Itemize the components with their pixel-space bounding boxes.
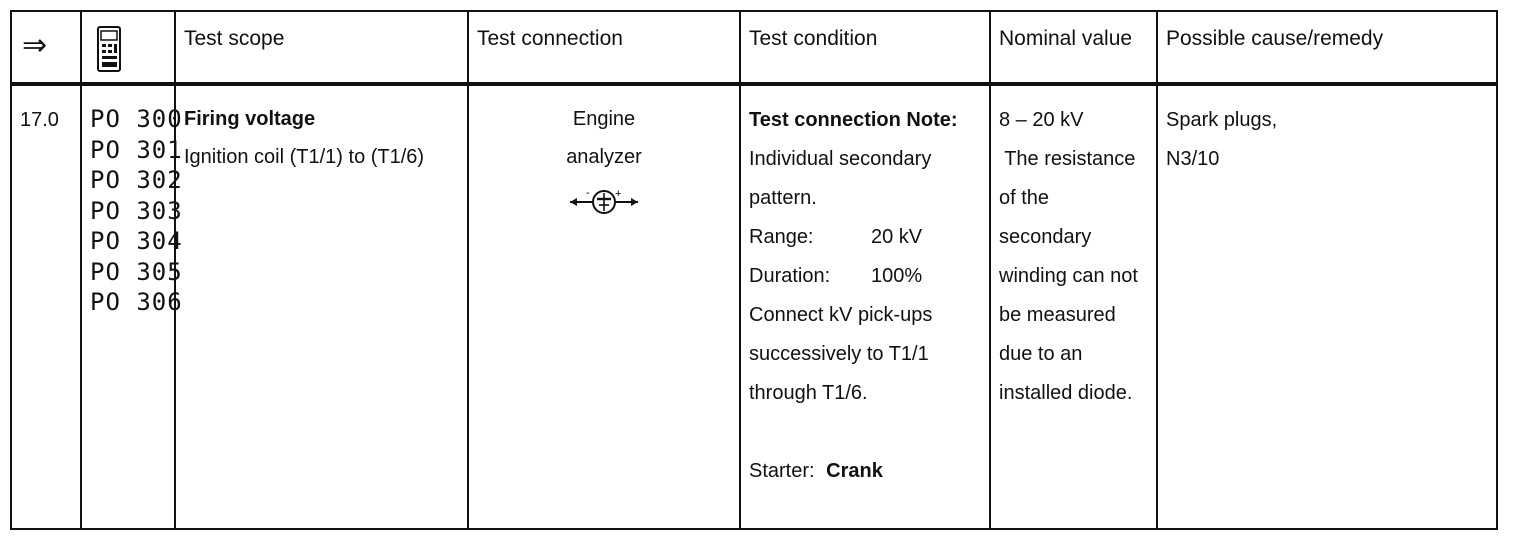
- header-test-condition: Test condition: [749, 27, 878, 50]
- condition-line: Connect kV pick-ups: [749, 304, 933, 326]
- condition-line: pattern.: [749, 187, 817, 209]
- nominal-value: 8 – 20 kV: [999, 109, 1084, 131]
- column-divider: [739, 12, 741, 528]
- column-divider: [1156, 12, 1158, 528]
- fault-code: PO 306: [90, 288, 183, 316]
- fault-code: PO 301: [90, 135, 183, 164]
- nominal-note-line: winding can not: [999, 265, 1138, 287]
- test-scope-cell: [184, 100, 424, 176]
- condition-starter: [749, 452, 958, 491]
- header-nominal-value: Nominal value: [999, 27, 1133, 50]
- starter-value: Crank: [826, 460, 883, 482]
- range-value: 20 kV: [871, 226, 923, 248]
- column-divider: [467, 12, 469, 528]
- condition-line: successively to T1/1: [749, 343, 929, 365]
- arrow-symbol: ⇒: [22, 29, 48, 62]
- possible-cause-cell: [1166, 101, 1277, 179]
- duration-label: Duration:: [749, 265, 831, 287]
- condition-spacer: [749, 413, 958, 452]
- header-test-scope: Test scope: [184, 27, 285, 50]
- header-test-connection: Test connection: [477, 27, 623, 50]
- cause-line: N3/10: [1166, 148, 1220, 170]
- fault-code-list: [90, 104, 183, 318]
- svg-text:+: +: [615, 188, 622, 200]
- header-possible-cause: Possible cause/remedy: [1166, 27, 1384, 50]
- starter-label: Starter:: [749, 460, 815, 482]
- connection-line1: Engine: [572, 108, 636, 130]
- diagnostic-tester-icon: [96, 25, 122, 78]
- duration-value: 100%: [871, 265, 923, 287]
- fault-code: PO 305: [90, 257, 183, 286]
- test-table: [10, 10, 1498, 530]
- test-connection-cell: [469, 100, 739, 176]
- fault-code: PO 303: [90, 196, 183, 225]
- fault-code: PO 302: [90, 166, 183, 194]
- column-divider: [989, 12, 991, 528]
- test-scope-detail: Ignition coil (T1/1) to (T1/6): [184, 146, 425, 168]
- test-condition-cell: [749, 101, 958, 491]
- nominal-note-line: secondary: [999, 226, 1092, 248]
- nominal-note-line: due to an: [999, 343, 1083, 365]
- step-number: 17.0: [20, 109, 59, 131]
- column-divider: [80, 12, 82, 528]
- nominal-note-line: be measured: [999, 304, 1116, 326]
- fault-code: PO 300: [90, 105, 183, 133]
- nominal-value-cell: [999, 101, 1138, 413]
- table-header: [12, 12, 1496, 86]
- condition-duration: [749, 257, 958, 296]
- nominal-note-line: of the: [999, 187, 1050, 209]
- condition-range: [749, 218, 958, 257]
- nominal-note-line: The resistance: [999, 148, 1136, 170]
- engine-analyzer-icon: [568, 187, 640, 222]
- range-label: Range:: [749, 226, 814, 248]
- condition-line: Individual secondary: [749, 148, 932, 170]
- condition-title: Test connection Note:: [749, 109, 958, 131]
- connection-line2: analyzer: [566, 146, 642, 168]
- nominal-note-line: installed diode.: [999, 382, 1133, 404]
- test-scope-title: Firing voltage: [184, 108, 316, 130]
- condition-line: through T1/6.: [749, 382, 868, 404]
- fault-code: PO 304: [90, 227, 183, 255]
- svg-text:-: -: [586, 187, 590, 199]
- cause-line: Spark plugs,: [1166, 109, 1278, 131]
